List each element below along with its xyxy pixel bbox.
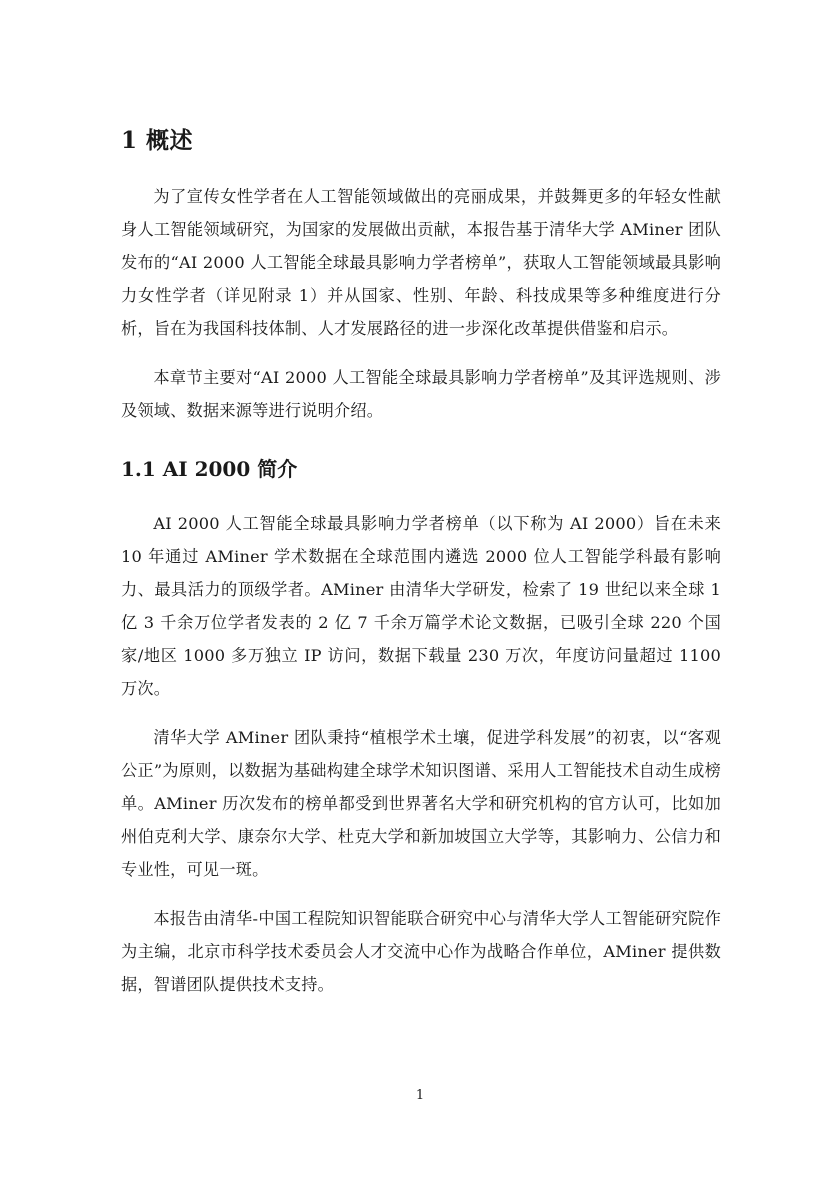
section-paragraph-2: 本章节主要对“AI 2000 人工智能全球最具影响力学者榜单”及其评选规则、涉及领域、数据来源等进行说明介绍。: [121, 368, 721, 420]
page-number: 1: [415, 1088, 425, 1103]
page-content: [121, 118, 721, 1017]
subsection-paragraph-3: 本报告由清华-中国工程院知识智能联合研究中心与清华大学人工智能研究院作为主编，北京市科学技术委员会人才交流中心作为战略合作单位，AMiner 提供数据，智谱团队提供技术支持。: [121, 909, 721, 994]
subsection-paragraph-2: 清华大学 AMiner 团队秉持“植根学术土壤，促进学科发展”的初衷，以“客观公正”为原则，以数据为基础构建全球学术知识图谱、采用人工智能技术自动生成榜单。AMiner 历次发布的榜单都受到世界著名大学和研究机构的官方认可，比如加州伯克利大学、康奈尔大学、杜克大学和新加坡国立大学等，其影响力、公信力和专业性，可见一斑。: [121, 728, 721, 879]
section-paragraph-1: 为了宣传女性学者在人工智能领域做出的亮丽成果，并鼓舞更多的年轻女性献身人工智能领域研究，为国家的发展做出贡献，本报告基于清华大学 AMiner 团队发布的“AI 2000 人工智能全球最具影响力学者榜单”，获取人工智能领域最具影响力女性学者（详见附录 1）并从国家、性别、年龄、科技成果等多种维度进行分析，旨在为我国科技体制、人才发展路径的进一步深化改革提供借鉴和启示。: [121, 187, 721, 338]
subsection-heading: 1.1 AI 2000 简介: [121, 457, 298, 481]
subsection-paragraph-1: AI 2000 人工智能全球最具影响力学者榜单（以下称为 AI 2000）旨在未来 10 年通过 AMiner 学术数据在全球范围内遴选 2000 位人工智能学科最有影响力、最具活力的顶级学者。AMiner 由清华大学研发，检索了 19 世纪以来全球 1 亿 3 千余万位学者发表的 2 亿 7 千余万篇学术论文数据，已吸引全球 220 个国家/地区 1000 多万独立 IP 访问，数据下载量 230 万次，年度访问量超过 1100 万次。: [121, 514, 721, 698]
section-heading: 1 概述: [121, 127, 194, 154]
